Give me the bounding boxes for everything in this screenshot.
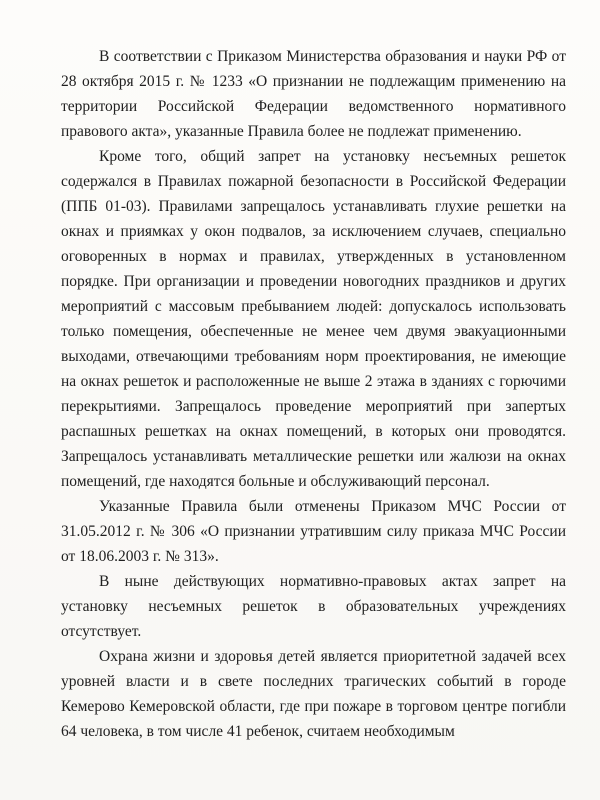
- paragraph-ppb-01-03: Кроме того, общий запрет на установку несъемных решеток содержался в Правилах пожарной безопасности в Российской Федерации (ППБ 01-03). Правилами запрещалось устанавливать глухие решетки на окнах и приямках у окон подвалов, за исключением случаев, специально оговоренных в нормах и правилах, утвержденных в установленном порядке. При организации и проведении новогодних праздников и других мероприятий с массовым пребыванием людей: допускалось использовать только помещения, обеспеченные не менее чем двумя эвакуационными выходами, отвечающими требованиям норм проектирования, не имеющие на окнах решеток и расположенные не выше 2 этажа в зданиях с горючими перекрытиями. Запрещалось проведение мероприятий при запертых распашных решетках на окнах помещений, в которых они проводятся. Запрещалось устанавливать металлические решетки или жалюзи на окнах помещений, где находятся больные и обслуживающий персонал.: [61, 148, 566, 490]
- paragraph-child-safety: Охрана жизни и здоровья детей является приоритетной задачей всех уровней власти и в свете последних трагических событий в городе Кемерово Кемеровской области, где при пожаре в торговом центре погибли 64 человека, в том числе 41 ребенок, считаем необходимым: [61, 648, 566, 740]
- paragraph-current-acts: В ныне действующих нормативно-правовых актах запрет на установку несъемных решеток в образовательных учреждениях отсутствует.: [61, 573, 566, 640]
- paragraph-order-1233: В соответствии с Приказом Министерства образования и науки РФ от 28 октября 2015 г. № 1233 «О признании не подлежащим применению на территории Российской Федерации ведомственного нормативного правового акта», указанные Правила более не подлежат применению.: [61, 48, 566, 140]
- paragraph-order-306: Указанные Правила были отменены Приказом МЧС России от 31.05.2012 г. № 306 «О признании утратившим силу приказа МЧС России от 18.06.2003 г. № 313».: [61, 498, 566, 565]
